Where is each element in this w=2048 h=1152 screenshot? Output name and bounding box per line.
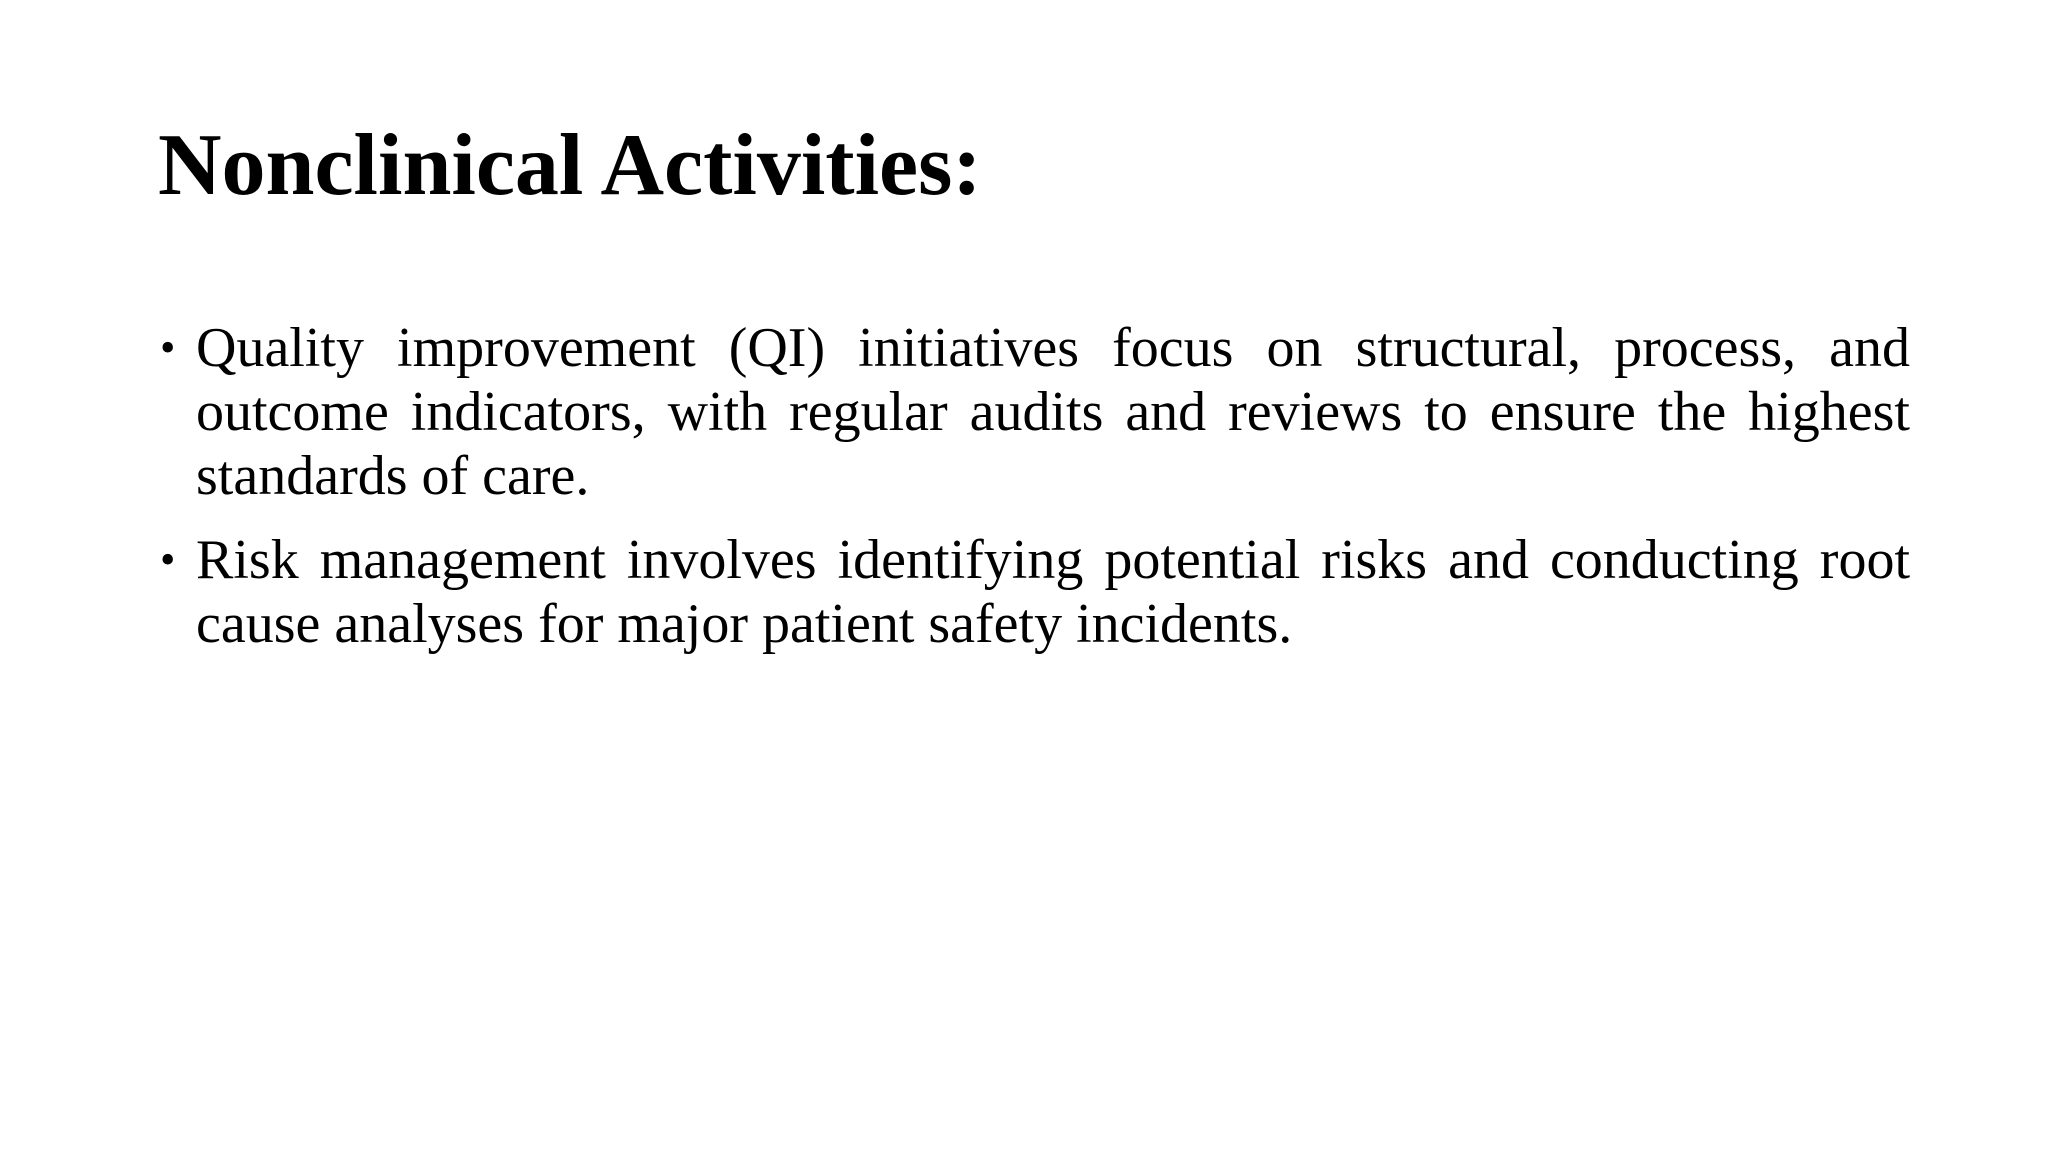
bullet-text: Risk management involves identifying potential risks and conducting root cause analyses for major patient safety incidents.: [196, 529, 1910, 655]
bullet-list: [158, 316, 1910, 676]
bullet-marker: •: [160, 323, 176, 372]
bullet-item-quality-improvement: [158, 316, 1910, 508]
bullet-text: Quality improvement (QI) initiatives focus on structural, process, and outcome indicators, with regular audits and reviews to ensure the highest standards of care.: [196, 317, 1910, 507]
slide-title: Nonclinical Activities:: [158, 117, 982, 214]
bullet-item-risk-management: [158, 528, 1910, 656]
bullet-marker: •: [160, 535, 176, 584]
